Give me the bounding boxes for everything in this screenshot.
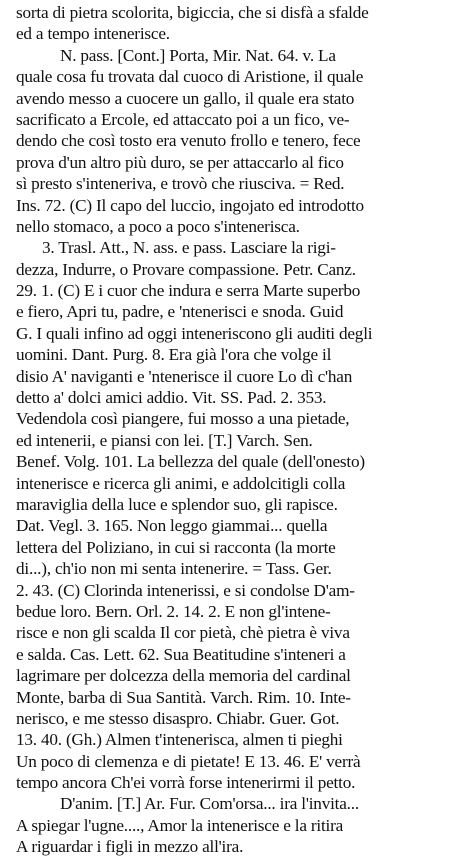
text-line: detto a' dolci amici addio. Vit. SS. Pad. 2. 353.	[16, 388, 327, 408]
text-line: tempo ancora Ch'ei vorrà forse intenerirmi il petto.	[16, 773, 356, 793]
text-line: risce e non gli scalda Il cor pietà, chè pietra è viva	[16, 623, 350, 643]
text-line: 13. 40. (Gh.) Almen t'intenerisca, almen ti pieghi	[16, 730, 343, 750]
text-line: Vedendola così piangere, fui mosso a una pietade,	[16, 409, 350, 429]
text-line: 3. Trasl. Att., N. ass. e pass. Lasciare la rigi-	[42, 238, 336, 258]
text-line: sorta di pietra scolorita, bigiccia, che si disfà a sfalde	[16, 3, 369, 22]
text-line: G. I quali infino ad oggi inteneriscono gli auditi degli	[16, 323, 373, 343]
text-line: maraviglia della luce e splendor suo, gli rapisce.	[16, 494, 338, 514]
text-line: nello stomaco, a poco a poco s'intenerisca.	[16, 216, 300, 236]
text-line: Un poco di clemenza e di pietate! E 13. 46. E' verrà	[16, 751, 361, 771]
text-line: 2. 43. (C) Clorinda intenerissi, e si condolse D'am-	[16, 580, 355, 600]
text-line: uomini. Dant. Purg. 8. Era già l'ora che volge il	[16, 345, 332, 365]
text-line: di...), ch'io non mi senta intenerire. = Tass. Ger.	[16, 559, 332, 579]
text-line: sì presto s'inteneriva, e trovò che riusciva. = Red.	[16, 174, 345, 194]
text-line: Monte, barba di Sua Santità. Varch. Rim. 10. Inte-	[16, 687, 351, 707]
text-line: lagrimare per dolcezza della memoria del cardinal	[16, 666, 351, 686]
text-line: D'anim. [T.] Ar. Fur. Com'orsa... ira l'invita...	[60, 794, 359, 814]
text-line: Ins. 72. (C) Il capo del luccio, ingojato ed introdotto	[16, 195, 364, 215]
text-line: dezza, Indurre, o Provare compassione. Petr. Canz.	[16, 259, 356, 279]
text-line: Benef. Volg. 101. La bellezza del quale (dell'onesto)	[16, 452, 365, 472]
text-line: prova d'un altro più duro, se per attaccarlo al fico	[16, 152, 344, 172]
text-line: intenerisce e ricerca gli animi, e addolcitigli colla	[16, 473, 346, 493]
text-line: avendo messo a cuocere un gallo, il quale era stato	[16, 88, 355, 108]
text-line: Dat. Vegl. 3. 165. Non leggo giammai... quella	[16, 516, 328, 536]
text-line: A spiegar l'ugne...., Amor la intenerisce e la ritira	[16, 815, 344, 835]
text-line: disio A' naviganti e 'ntenerisce il cuore Lo dì c'han	[16, 366, 353, 386]
dictionary-page-text	[16, 2, 466, 858]
text-line: nerisco, e me stesso disaspro. Chiabr. Guer. Got.	[16, 708, 340, 728]
text-line: sacrificato a Ercole, ed attaccato poi a un fico, ve-	[16, 109, 350, 129]
text-line: bedue loro. Bern. Orl. 2. 14. 2. E non gl'intene-	[16, 601, 331, 621]
text-line: e fiero, Apri tu, padre, e 'ntenerisci e snoda. Guid	[16, 302, 344, 322]
text-line: 29. 1. (C) E i cuor che indura e serra Marte superbo	[16, 281, 361, 301]
text-line: ed intenerii, e piansi con lei. [T.] Varch. Sen.	[16, 430, 313, 450]
text-line: e salda. Cas. Lett. 62. Sua Beatitudine s'inteneri a	[16, 644, 346, 664]
text-line: N. pass. [Cont.] Porta, Mir. Nat. 64. v. La	[60, 45, 336, 65]
text-line: dendo che così tosto era venuto frollo e tenero, fece	[16, 131, 361, 151]
text-line: A riguardar i figli in mezzo all'ira.	[16, 837, 244, 857]
text-line: ed a tempo intenerisce.	[16, 24, 170, 44]
text-line: quale cosa fu trovata dal cuoco di Aristione, il quale	[16, 67, 364, 87]
text-line: lettera del Poliziano, in cui si racconta (la morte	[16, 537, 336, 557]
